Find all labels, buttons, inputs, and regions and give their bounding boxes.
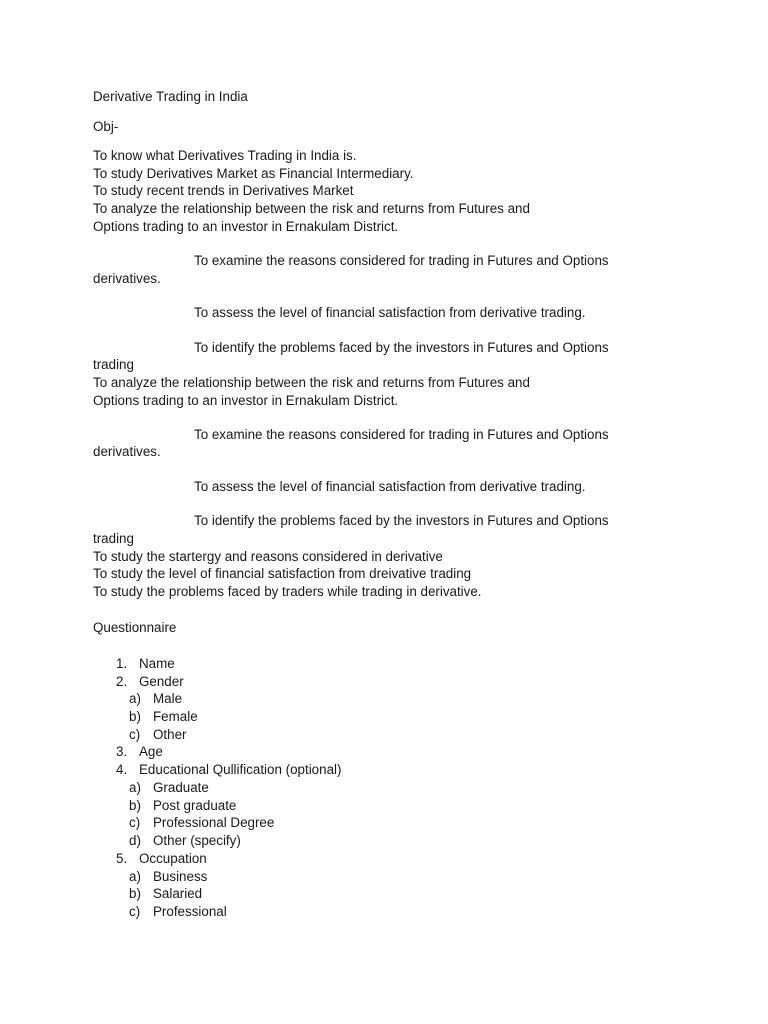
list-marker: 5. bbox=[116, 851, 128, 866]
questionnaire-heading: Questionnaire bbox=[93, 620, 177, 635]
assess-line: To assess the level of financial satisfaction from derivative trading. bbox=[194, 305, 586, 320]
study-line: To study the level of financial satisfaction from dreivative trading bbox=[93, 566, 472, 581]
list-marker: c) bbox=[129, 904, 141, 919]
list-label: Professional bbox=[153, 904, 227, 919]
list-label: Name bbox=[139, 656, 175, 671]
list-label: Female bbox=[153, 709, 198, 724]
examine-line: To examine the reasons considered for trading in Futures and Options bbox=[194, 253, 609, 268]
list-label: Gender bbox=[139, 674, 184, 689]
examine-line: To examine the reasons considered for trading in Futures and Options bbox=[194, 427, 609, 442]
list-marker: a) bbox=[129, 691, 141, 706]
list-label: Graduate bbox=[153, 780, 209, 795]
list-label: Other bbox=[153, 727, 187, 742]
objective-line: Options trading to an investor in Ernakulam District. bbox=[93, 219, 399, 234]
list-label: Educational Qullification (optional) bbox=[139, 762, 342, 777]
list-marker: a) bbox=[129, 869, 141, 884]
analyze-line: To analyze the relationship between the risk and returns from Futures and bbox=[93, 375, 530, 390]
list-marker: d) bbox=[129, 833, 141, 848]
list-marker: 4. bbox=[116, 762, 128, 777]
objective-line: To study Derivatives Market as Financial Intermediary. bbox=[93, 166, 414, 181]
list-label: Male bbox=[153, 691, 183, 706]
examine-line-cont: derivatives. bbox=[93, 271, 161, 286]
assess-line: To assess the level of financial satisfaction from derivative trading. bbox=[194, 479, 586, 494]
list-marker: 2. bbox=[116, 674, 128, 689]
list-marker: c) bbox=[129, 815, 141, 830]
list-marker: c) bbox=[129, 727, 141, 742]
document-title: Derivative Trading in India bbox=[93, 89, 248, 104]
list-marker: b) bbox=[129, 886, 141, 901]
list-label: Salaried bbox=[153, 886, 203, 901]
identify-line-cont: trading bbox=[93, 357, 134, 372]
list-marker: b) bbox=[129, 709, 141, 724]
analyze-line-cont: Options trading to an investor in Ernakulam District. bbox=[93, 393, 399, 408]
list-marker: b) bbox=[129, 798, 141, 813]
list-label: Occupation bbox=[139, 851, 207, 866]
objective-line: To analyze the relationship between the risk and returns from Futures and bbox=[93, 201, 530, 216]
list-marker: 1. bbox=[116, 656, 128, 671]
examine-line-cont: derivatives. bbox=[93, 444, 161, 459]
list-label: Professional Degree bbox=[153, 815, 275, 830]
list-marker: a) bbox=[129, 780, 141, 795]
identify-line: To identify the problems faced by the investors in Futures and Options bbox=[194, 513, 609, 528]
objective-line: To study recent trends in Derivatives Market bbox=[93, 183, 354, 198]
list-marker: 3. bbox=[116, 744, 128, 759]
identify-line-cont: trading bbox=[93, 531, 134, 546]
obj-label: Obj- bbox=[93, 119, 119, 134]
list-label: Business bbox=[153, 869, 208, 884]
identify-line: To identify the problems faced by the investors in Futures and Options bbox=[194, 340, 609, 355]
study-line: To study the problems faced by traders while trading in derivative. bbox=[93, 584, 482, 599]
list-label: Post graduate bbox=[153, 798, 237, 813]
list-label: Other (specify) bbox=[153, 833, 241, 848]
objective-line: To know what Derivatives Trading in India is. bbox=[93, 148, 357, 163]
list-label: Age bbox=[139, 744, 163, 759]
study-line: To study the startergy and reasons considered in derivative bbox=[93, 549, 443, 564]
